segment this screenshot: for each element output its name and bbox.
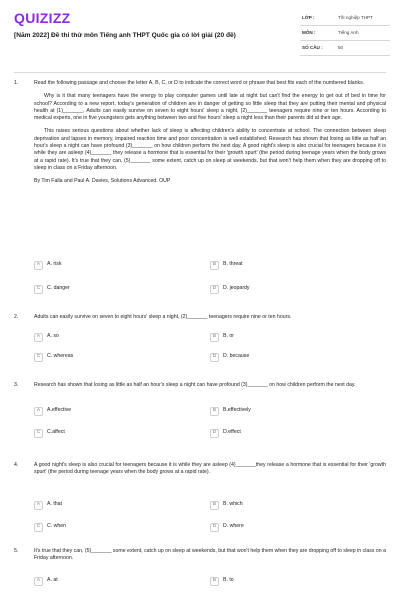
option-text: C.affect	[47, 429, 65, 436]
option-letter-badge: B	[210, 577, 219, 586]
option-text: C. when	[47, 523, 67, 530]
option-letter-badge: A	[34, 333, 43, 342]
option-c[interactable]	[34, 284, 70, 294]
passage-paragraph: Why is it that many teenagers have the energy to play computer games until late at night but can't find the energy to get out of bed in time for school? According to a new report, today's generation of children are in danger of getting so little sleep that they are putting their mental and physical health at (1)_______. Adults can easily survive on seven to eight hours' sleep a night, (2)_______ teenagers require nine or ten hours. According to medical experts, one in five youngsters gets anything between two and five hours' sleep a night less than their parents did at their age.	[34, 93, 386, 122]
option-text: A. at	[47, 577, 58, 584]
question-number: 3.	[14, 382, 19, 388]
question-number: 5.	[14, 548, 19, 554]
meta-label: SỐ CÂU :	[302, 45, 323, 50]
option-c[interactable]	[34, 428, 65, 438]
option-letter-badge: A	[34, 261, 43, 270]
option-d[interactable]	[210, 284, 250, 294]
option-c[interactable]	[34, 522, 66, 532]
option-letter-badge: B	[210, 333, 219, 342]
question-stem: A good night's sleep is also crucial for teenagers because it is while they are asleep (4)_______they release a hormone that is essential for their 'growth spurt' (the period during teenage years when the body grows at a rapid rate).	[34, 462, 386, 476]
option-text: C. whereas	[47, 353, 74, 360]
option-letter-badge: C	[34, 429, 43, 438]
option-letter-badge: B	[210, 407, 219, 416]
meta-value: Tiếng Anh	[338, 30, 359, 35]
passage-paragraph: This raises serious questions about whether lack of sleep is affecting children's ability to concentrate at school. The connection between sleep deprivation and lapses in memory, impaired reaction time and poor concentration is well established. Research has shown that losing as little as half an hour's sleep a night can have profound (3)_______ on how children perform the next day. A good night's sleep is also crucial for teenagers because it is while they are asleep (4)_______ they release a hormone that is essential for their 'growth spurt' (the period during teenage years when the body grows at a rapid rate). It's true that they can, (5)_______ some extent, catch up on sleep at weekends, but that won't help them when they are dropping off to sleep in class on a Friday afternoon.	[34, 128, 386, 171]
option-letter-badge: C	[34, 353, 43, 362]
question-text	[34, 548, 386, 569]
question-text	[34, 80, 386, 191]
option-text: C. danger	[47, 285, 70, 292]
meta-row-class	[300, 11, 390, 26]
option-letter-badge: A	[34, 577, 43, 586]
option-text: B. or	[223, 333, 234, 340]
question-number: 2.	[14, 314, 19, 320]
option-a[interactable]	[34, 406, 71, 416]
option-b[interactable]	[210, 576, 234, 586]
meta-label: MÔN :	[302, 30, 316, 35]
meta-value: Tốt nghiệp THPT	[338, 15, 373, 20]
option-letter-badge: D	[210, 285, 219, 294]
option-text: D. where	[223, 523, 244, 530]
meta-value: 50	[338, 45, 344, 50]
option-a[interactable]	[34, 500, 62, 510]
option-letter-badge: C	[34, 285, 43, 294]
question-stem: Adults can easily survive on seven to eight hours' sleep a night, (2)_______ teenagers require nine or ten hours.	[34, 314, 292, 320]
option-b[interactable]	[210, 500, 243, 510]
option-text: A.effective	[47, 407, 72, 414]
question-stem: Research has shown that losing as little as half an hour's sleep a night can have profound (3)_______ on how children perform the next day.	[34, 382, 356, 388]
option-letter-badge: D	[210, 523, 219, 532]
option-letter-badge: B	[210, 261, 219, 270]
meta-row-count	[300, 41, 390, 56]
option-b[interactable]	[210, 260, 243, 270]
meta-row-subject	[300, 26, 390, 41]
option-b[interactable]	[210, 406, 251, 416]
option-letter-badge: B	[210, 501, 219, 510]
option-text: D. because	[223, 353, 250, 360]
option-letter-badge: D	[210, 429, 219, 438]
header-divider	[14, 72, 386, 73]
meta-label: LỚP :	[302, 15, 315, 20]
option-c[interactable]	[34, 352, 73, 362]
option-a[interactable]	[34, 576, 58, 586]
option-a[interactable]	[34, 260, 61, 270]
option-letter-badge: C	[34, 523, 43, 532]
question-text	[34, 314, 386, 327]
question-text	[34, 382, 386, 395]
page-title: [Năm 2022] Đề thi thử môn Tiếng anh THPT Quốc gia có lời giải (20 đề)	[14, 32, 236, 39]
passage-source: By Tim Falla and Paul A. Davies, Solutions Advanced. OUP	[34, 178, 171, 185]
meta-table	[300, 11, 390, 56]
option-text: B. which	[223, 501, 243, 508]
option-letter-badge: D	[210, 353, 219, 362]
option-text: D.effect	[223, 429, 241, 436]
option-d[interactable]	[210, 428, 241, 438]
option-text: B.effectively	[223, 407, 251, 414]
page-header	[0, 0, 400, 70]
option-text: B. to	[223, 577, 234, 584]
option-b[interactable]	[210, 332, 234, 342]
option-text: A. risk	[47, 261, 62, 268]
option-text: A. that	[47, 501, 62, 508]
question-stem: It's true that they can, (5)_______ some extent, catch up on sleep at weekends, but that won't help them when they are dropping off to sleep in class on a Friday afternoon.	[34, 548, 386, 562]
option-text: D. jeopardy	[223, 285, 250, 292]
question-number: 4.	[14, 462, 19, 468]
option-letter-badge: A	[34, 407, 43, 416]
option-d[interactable]	[210, 352, 249, 362]
option-text: B. threat	[223, 261, 243, 268]
option-text: A. so	[47, 333, 59, 340]
question-instruction: Read the following passage and choose the letter A, B, C, or D to indicate the correct word or phrase that best fits each of the numbered blanks.	[34, 80, 365, 86]
option-a[interactable]	[34, 332, 59, 342]
quizizz-logo: QUIZIZZ	[14, 10, 71, 26]
question-number: 1.	[14, 80, 19, 86]
question-text	[34, 462, 386, 483]
option-d[interactable]	[210, 522, 244, 532]
option-letter-badge: A	[34, 501, 43, 510]
